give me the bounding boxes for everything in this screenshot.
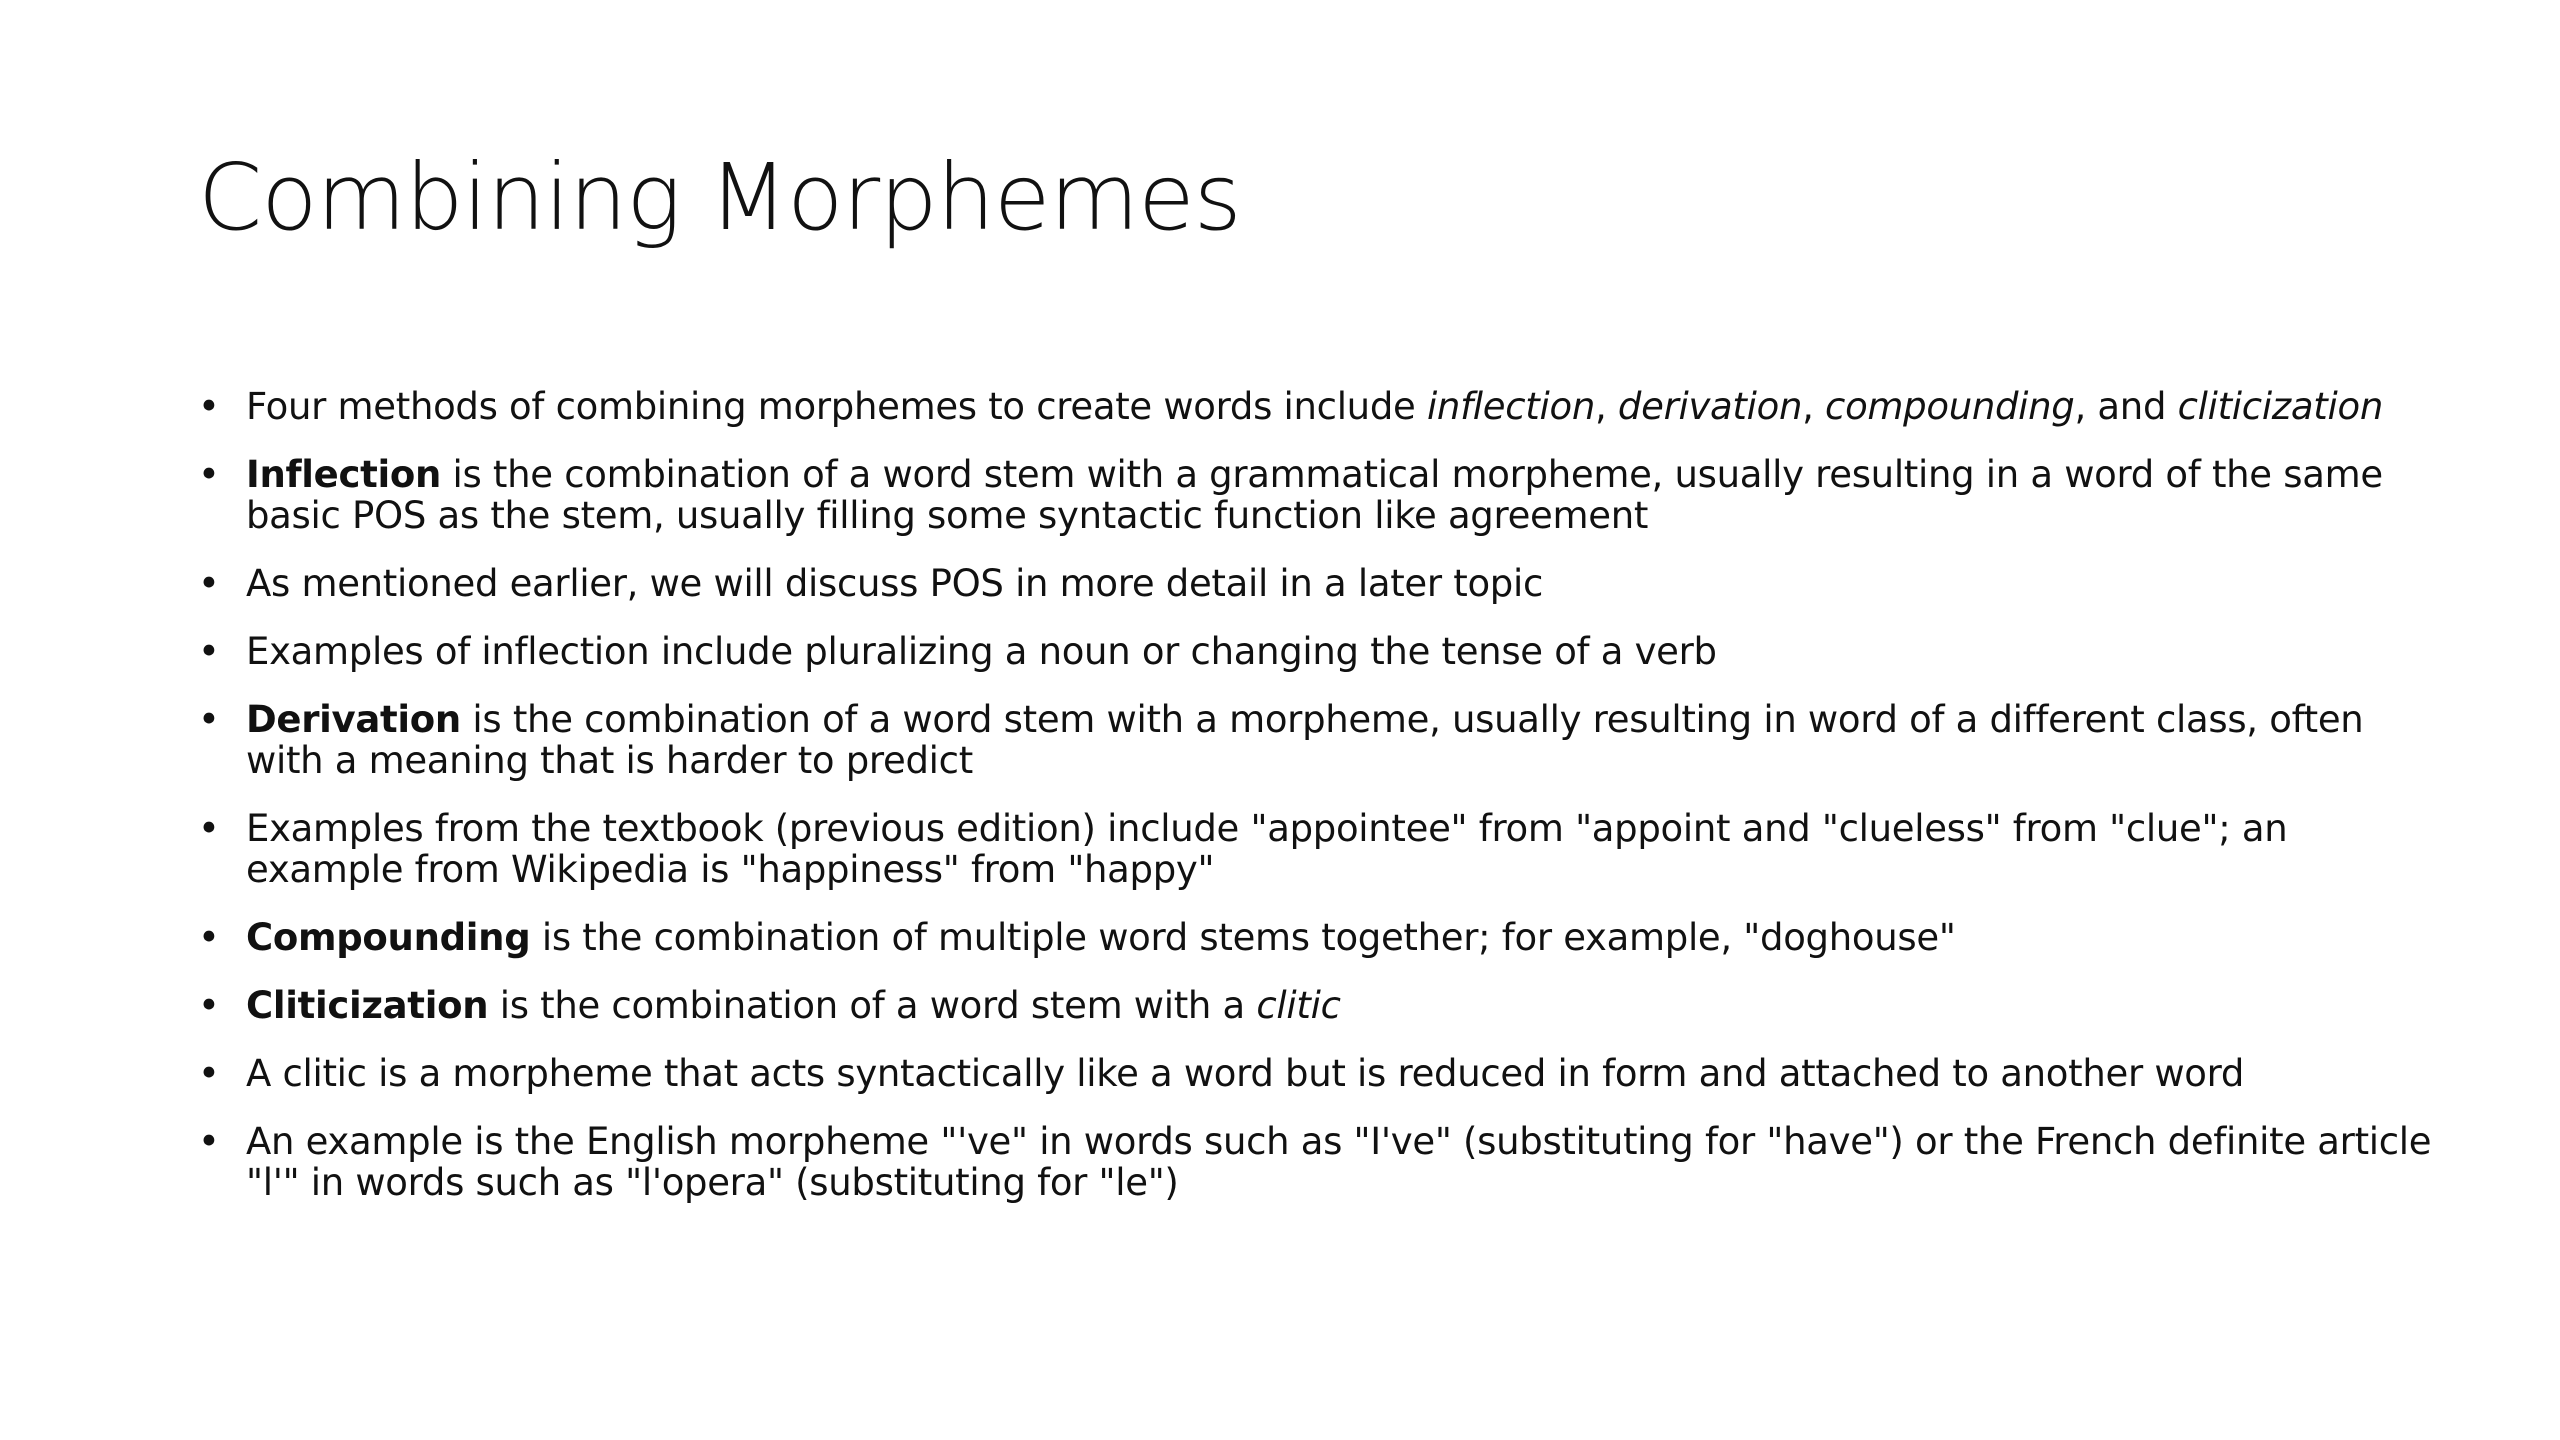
slide-title: Combining Morphemes <box>198 144 1241 251</box>
bullet-segment: is the combination of a word stem with a grammatical morpheme, usually resulting in a word of the same basic POS as the stem, usually filling some syntactic function like agreement <box>246 453 2383 537</box>
bullet-item <box>198 985 2438 1026</box>
bullet-dot-icon: • <box>198 698 220 741</box>
bullet-item <box>198 563 2438 604</box>
bullet-emphasis: cliticization <box>2177 385 2383 428</box>
bullet-segment: , and <box>2074 385 2178 428</box>
bullet-segment: is the combination of a word stem with a <box>488 984 1257 1027</box>
bullet-segment: Examples of inflection include pluralizing a noun or changing the tense of a verb <box>246 630 1717 673</box>
bullet-text <box>246 698 2363 782</box>
bullet-list <box>198 386 2438 1230</box>
bullet-segment: Examples from the textbook (previous edition) include "appointee" from "appoint and "clueless" from "clue"; an example from Wikipedia is "happiness" from "happy" <box>246 807 2288 891</box>
bullet-segment: Four methods of combining morphemes to create words include <box>246 385 1427 428</box>
bullet-item <box>198 1121 2438 1203</box>
bullet-term: Cliticization <box>246 984 489 1027</box>
bullet-emphasis: compounding <box>1825 385 2075 428</box>
bullet-text <box>246 453 2383 537</box>
bullet-item <box>198 1053 2438 1094</box>
bullet-emphasis: derivation <box>1617 385 1803 428</box>
bullet-segment: , <box>1594 385 1618 428</box>
bullet-dot-icon: • <box>198 385 220 428</box>
bullet-emphasis: clitic <box>1256 984 1341 1027</box>
bullet-text <box>246 630 1717 673</box>
bullet-segment: A clitic is a morpheme that acts syntactically like a word but is reduced in form and attached to another word <box>246 1052 2245 1095</box>
bullet-item <box>198 808 2438 890</box>
bullet-text <box>246 1052 2244 1095</box>
bullet-dot-icon: • <box>198 1120 220 1163</box>
bullet-item <box>198 699 2438 781</box>
bullet-dot-icon: • <box>198 916 220 959</box>
bullet-text <box>246 807 2287 891</box>
bullet-text <box>246 1120 2431 1204</box>
bullet-text <box>246 562 1543 605</box>
bullet-text <box>246 916 1956 959</box>
bullet-dot-icon: • <box>198 630 220 673</box>
bullet-segment: is the combination of a word stem with a morpheme, usually resulting in word of a different class, often with a meaning that is harder to predict <box>246 698 2364 782</box>
bullet-segment: is the combination of multiple word stems together; for example, "doghouse" <box>530 916 1956 959</box>
bullet-text <box>246 385 2383 428</box>
bullet-text <box>246 984 1341 1027</box>
bullet-term: Inflection <box>246 453 442 496</box>
bullet-segment: An example is the English morpheme "'ve" in words such as "I've" (substituting for "have") or the French definite article "l'" in words such as "l'opera" (substituting for "le") <box>246 1120 2432 1204</box>
bullet-term: Derivation <box>246 698 461 741</box>
bullet-dot-icon: • <box>198 453 220 496</box>
bullet-item <box>198 917 2438 958</box>
bullet-dot-icon: • <box>198 984 220 1027</box>
bullet-segment: , <box>1802 385 1826 428</box>
bullet-term: Compounding <box>246 916 531 959</box>
bullet-dot-icon: • <box>198 1052 220 1095</box>
bullet-emphasis: inflection <box>1426 385 1595 428</box>
bullet-dot-icon: • <box>198 562 220 605</box>
bullet-dot-icon: • <box>198 807 220 850</box>
bullet-item <box>198 386 2438 427</box>
bullet-item <box>198 454 2438 536</box>
bullet-item <box>198 631 2438 672</box>
bullet-segment: As mentioned earlier, we will discuss POS in more detail in a later topic <box>246 562 1544 605</box>
